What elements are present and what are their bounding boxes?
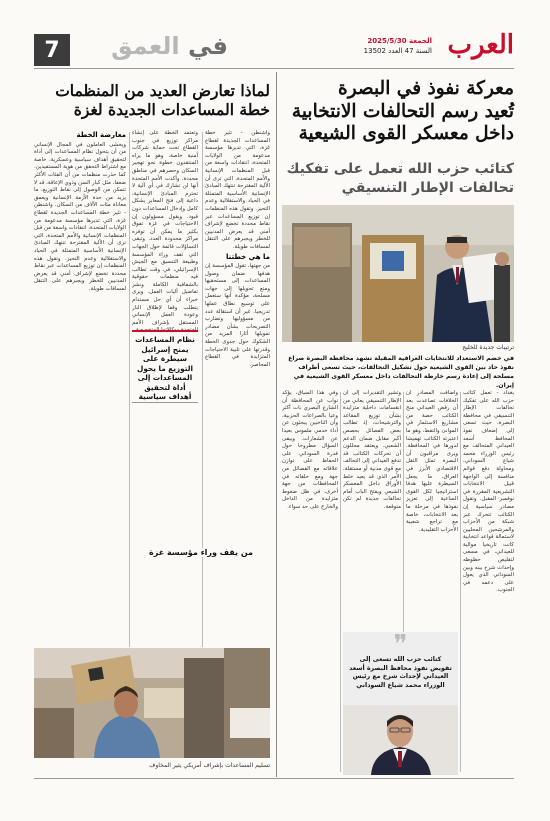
subheadline-line: تحالفات الإطار التنسيقي	[341, 180, 514, 196]
story-separator	[276, 72, 277, 777]
subheadline-line: كتائب حزب الله تعمل على تفكيك	[286, 161, 514, 177]
left-column-3	[34, 130, 126, 645]
column-divider	[129, 132, 130, 647]
footer-divider	[34, 778, 514, 779]
headline-line: لماذا تعارض العديد من المنظمات	[55, 81, 270, 100]
headline-line: معركة نفوذ في البصرة	[338, 78, 514, 99]
right-lead: في خضم الاستعداد للانتخابات العراقية المقبلة تشهد محافظة البصرة صراع نفوذ حاد بين القوى الشيعية حول تشكيل التحالفات، حيث تسعى أطراف مسلحة إلى إعادة رسم خارطة التحالفات داخل معسكر القوى الشيعية في إيران.	[288, 355, 514, 389]
headline-line: تُعيد رسم التحالفات الانتخابية	[291, 100, 514, 122]
column-divider	[460, 392, 461, 772]
section-prefix: في	[188, 32, 228, 60]
section-name: العمق	[111, 32, 180, 60]
issue-number: السنة 47 العدد 13502	[363, 47, 432, 55]
headline-line: داخل معسكر القوى الشيعية	[298, 123, 514, 145]
pm-voting-photo	[282, 205, 514, 342]
quote-mark-icon: ❞	[393, 630, 408, 660]
right-subheadline	[282, 160, 514, 198]
header-divider	[34, 68, 514, 69]
gaza-aid-photo	[34, 648, 270, 758]
governor-portrait	[343, 705, 458, 775]
headline-line: خطة المساعدات الجديدة لغزة	[73, 99, 270, 119]
quote-box	[343, 632, 458, 775]
column-divider	[340, 392, 341, 772]
column-text: من جهتها، تقول المؤسسة إن هدفها ضمان وصول المساعدات إلى مستحقيها ومنع تحويلها إلى جهات مسلحة، مؤكدة أنها ستعمل على توسيع نطاق عملها تدريجيا. غير أن استقالة عدد من مسؤوليها وتضارب التصريحات بشأن مصادر تمويلها أثارا المزيد من الشكوك حول جدوى الخطة وقدرتها على تلبية الاحتياجات المتزايدة في القطاع المحاصر.	[205, 263, 270, 368]
section-title	[78, 32, 228, 66]
pull-quote-text: نظام المساعدات يمنح إسرائيل سيطرة على التوزيع ما يحول المساعدات إلى أداة لتحقيق أهداف سياسية	[135, 335, 195, 401]
right-headline	[282, 78, 514, 146]
issue-date: الجمعة 2025/5/30	[367, 37, 432, 45]
right-column-3: وتشير التقديرات إلى أن الإطار التنسيقي يعاني من انقسامات داخلية متزايدة بشأن توزيع المقاعد والترشيحات، إذ تطالب بعض الفصائل بحصص أكبر مقابل ضمان الدعم الشعبي. ويعتقد محللون أن تحركات الكتائب قد تدفع العيداني إلى التحالف مع قوى مدنية أو مستقلة، الأمر الذي قد يعيد خلط الأوراق داخل المعسكر الشيعي ويفتح الباب أمام تحالفات جديدة لم تكن متوقعة.	[343, 390, 401, 510]
quote-text: كتائب حزب الله تسعى إلى تقويض نفوذ محافظ البصرة أسعد العيداني لإحداث شرخ مع رئيس الوزراء محمد شياع السوداني	[349, 656, 452, 689]
subhead-gaza-foundation: من يقف وراء مؤسسة غزة	[132, 548, 270, 557]
right-column-1: بغداد - تعمل كتائب حزب الله على تفكيك تحالفات الإطار التنسيقي في محافظة البصرة، حيث تسعى إلى إضعاف نفوذ المحافظ أسعد العيداني المتحالف مع رئيس الوزراء محمد شياع السوداني، ومحاولة دفع قوائم منافسة إلى الواجهة قبيل الانتخابات التشريعية المقررة في نوفمبر المقبل. وتقول مصادر سياسية إن الكتائب تتحرك عبر شبكة من الأحزاب والمرشحين المحليين لاستمالة قواعد انتخابية كانت تاريخيا موالية للعيداني، في مسعى لتقليص حظوظه وإحداث شرخ بينه وبين السوداني الذي يعول على دعمه في الجنوب.	[463, 390, 514, 594]
subhead: ما هي خطتنا	[226, 252, 270, 261]
column-text: وتعتمد الخطة على إنشاء مراكز توزيع في جنوب القطاع تحت حماية شركات أمنية خاصة، وهو ما يراه المنتقدون خطوة نحو تهجير السكان وحصرهم في مناطق محددة. وأكدت الأمم المتحدة أنها لن تشارك في أي آلية لا تحترم المبادئ الإنسانية، داعية إلى فتح المعابر بشكل كامل وإدخال المساعدات دون قيود. ويقول مسؤولون إن الاحتياجات في غزة تفوق بكثير ما يمكن أن توفره مراكز محدودة العدد.	[132, 130, 198, 243]
newspaper-logo: العرب	[447, 30, 514, 60]
page-number-badge: 7	[34, 34, 70, 66]
right-column-4: وفي هذا السياق، يؤكد نواب عن المحافظة أن الشارع البصري بات أكثر وعيا بالصراعات الحزبية، وأن الناخبين يبحثون عن أداء خدمي ملموس بعيدا عن الشعارات. ويبقى السؤال مطروحا حول قدرة السوداني على الحفاظ على توازن علاقاته مع الفصائل من جهة ومع حلفائه في المحافظات من جهة أخرى، في ظل ضغوط متزايدة من الداخل والخارج على حد سواء.	[282, 390, 338, 510]
photo-caption: ترتيبات جديدة للخليج	[462, 344, 514, 351]
pull-quote	[132, 330, 198, 403]
column-text: واشنطن - تثير خطة المساعدات الجديدة لقطاع غزة، التي تديرها مؤسسة مدعومة من الولايات المتحدة، انتقادات واسعة من قبل المنظمات الإنسانية والأمم المتحدة، التي ترى أن الآلية المقترحة تنتهك المبادئ الإنسانية الأساسية المتمثلة في الحياد والاستقلالية وعدم التحيز. وتقول هذه المنظمات إن توزيع المساعدات عبر نقاط محددة تخضع لإشراف أمني قد يعرض المدنيين للخطر ويجبرهم على التنقل لمسافات طويلة.	[34, 202, 126, 292]
left-column-1	[205, 130, 270, 690]
date-block	[352, 36, 432, 56]
column-text: وتبقى التساؤلات قائمة حول الجهات التي تقف وراء المؤسسة وطبيعة التنسيق مع الجيش الإسرائيلي، في وقت تطالب فيه منظمات حقوقية بالشفافية الكاملة ونشر تفاصيل آليات العمل. ويرى خبراء أن أي حل مستدام يتطلب وقفا لإطلاق النار وعودة العمل الإنساني المستقل بإشراف الأمم	[132, 236, 198, 326]
right-column-2: وأضافت المصادر أن الخلافات تصاعدت بعد أن رفض العيداني منح الكتائب حصة من مشاريع الاستثمار في الموانئ والنفط، وهو ما اعتبرته الكتائب تهميشا لدورها في المحافظة. ويرى مراقبون أن البصرة تمثل الثقل الاقتصادي الأبرز في العراق، ما يجعل السيطرة عليها هدفا استراتيجيا لكل القوى الساعية إلى تعزيز نفوذها في مرحلة ما بعد الانتخابات، خاصة مع تراجع شعبية الأحزاب التقليدية.	[406, 390, 458, 533]
column-text: ويخشى العاملون في المجال الإنساني من أن يتحول نظام المساعدات إلى أداة لتحقيق أهداف سياسية وعسكرية، خاصة مع اشتراط التحقق من هوية المستفيدين. كما حذرت منظمات من أن الفئات الأكثر ضعفا، مثل كبار السن وذوي الإعاقة، قد لا تتمكن من الوصول إلى نقاط التوزيع، ما يزيد من حدة الأزمة الإنسانية ويعمق معاناة مئات الآلاف من السكان.	[34, 141, 126, 209]
column-divider	[202, 132, 203, 647]
column-text: واشنطن - تثير خطة المساعدات الجديدة لقطاع غزة، التي تديرها مؤسسة مدعومة من الولايات المتحدة، انتقادات واسعة من قبل المنظمات الإنسانية والأمم المتحدة، التي ترى أن الآلية المقترحة تنتهك المبادئ الإنسانية الأساسية المتمثلة في الحياد والاستقلالية وعدم التحيز. وتقول هذه المنظمات إن توزيع المساعدات عبر نقاط محددة تخضع لإشراف أمني قد يعرض المدنيين للخطر ويجبرهم على التنقل لمسافات طويلة.	[205, 130, 270, 250]
subhead: معارضة الخطة	[76, 131, 126, 139]
left-headline	[34, 82, 270, 120]
aid-photo-caption: تسليم المساعدات بإشراف أمريكي يثير المخاوف	[149, 762, 270, 769]
